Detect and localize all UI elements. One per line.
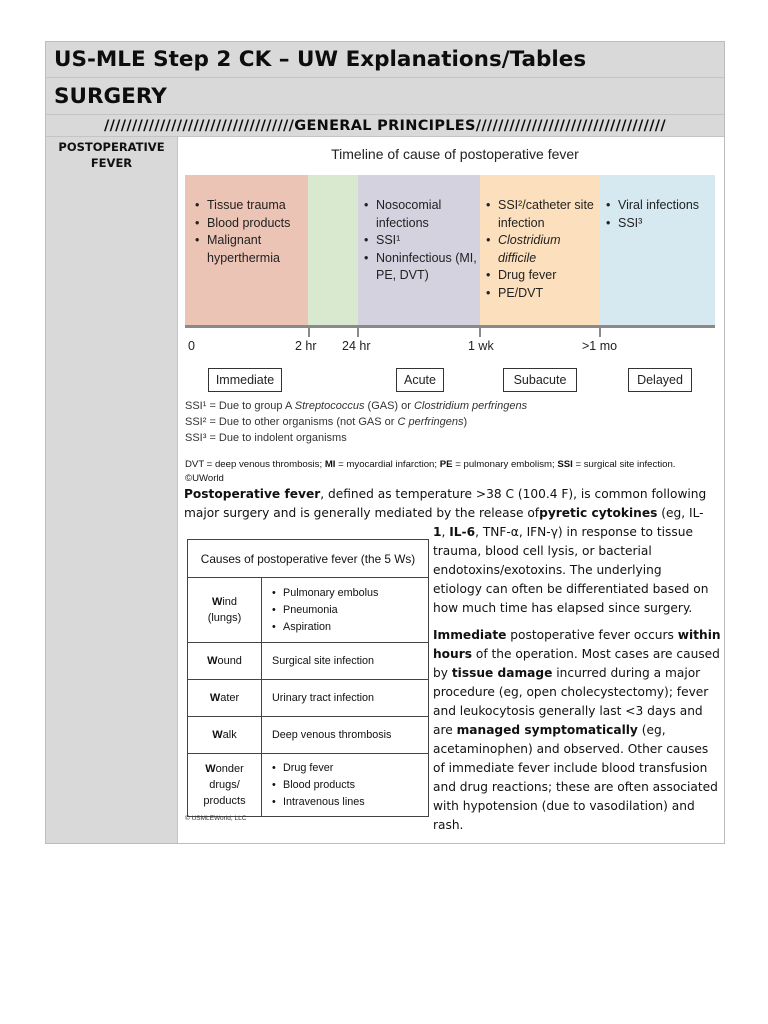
topic-cell (46, 137, 178, 843)
topic-label (46, 137, 177, 171)
topic-row (46, 137, 724, 843)
ssi-note-1: SSI¹ = Due to group A Streptococcus (GAS) or Clostridium perfringens (185, 400, 528, 412)
document-table (45, 41, 725, 844)
table-title: Causes of postoperative fever (the 5 Ws) (188, 540, 429, 578)
topic-line-2: FEVER (90, 156, 133, 170)
w-cell: Wound (188, 643, 262, 680)
table-row (188, 578, 429, 643)
w-cell: Walk (188, 717, 262, 754)
subject-heading: SURGERY (46, 78, 724, 115)
band-item: • Drug fever (486, 267, 600, 285)
band-item: • Clostridium difficile (486, 232, 600, 267)
five-ws-table (187, 539, 429, 817)
w-cell: Wonder drugs/ products (188, 754, 262, 817)
band-item: • Noninfectious (MI, PE, DVT) (364, 250, 480, 285)
table-copyright: © USMLEWorld, LLC (185, 815, 247, 822)
ssi-note-2: SSI² = Due to other organisms (not GAS or C perfringens) (185, 416, 468, 428)
axis-tick (479, 325, 481, 337)
section-heading: //////////////////////////////////GENERAL PRINCIPLES////////////////////////////////// (46, 115, 724, 137)
band-item: • Nosocomial infections (364, 197, 480, 232)
band-immediate (185, 175, 308, 328)
timeline-title: Timeline of cause of postoperative fever (331, 146, 579, 162)
desc-cell: • Pulmonary embolus • Pneumonia • Aspiration (262, 578, 429, 643)
timeline-axis (185, 325, 715, 328)
timeline-figure (185, 142, 725, 482)
desc-cell: • Drug fever • Blood products • Intravenous lines (262, 754, 429, 817)
desc-cell: Surgical site infection (262, 643, 429, 680)
abbreviations: DVT = deep venous thrombosis; MI = myocardial infarction; PE = pulmonary embolism; SSI = surgical site infection. (185, 459, 676, 470)
band-item: • Malignant hyperthermia (195, 232, 308, 267)
ssi-note-3: SSI³ = Due to indolent organisms (185, 432, 347, 444)
tick-label: 2 hr (295, 339, 317, 353)
phase-immediate: Immediate (208, 368, 282, 392)
topic-line-1: POSTOPERATIVE (58, 140, 165, 154)
band-delayed (600, 175, 715, 328)
paragraph-1-cont: 1, IL-6, TNF-α, IFN-γ) in response to tissue trauma, blood cell lysis, or bacterial endotoxins/exotoxins. The underlying etiology can often be differentiated based on how much time has elapsed since surgery. (433, 525, 709, 615)
w-cell: Wind (lungs) (188, 578, 262, 643)
tick-label: 0 (188, 339, 195, 353)
desc-cell: Deep venous thrombosis (262, 717, 429, 754)
table-row (188, 643, 429, 680)
axis-tick (308, 325, 310, 337)
phase-acute: Acute (396, 368, 444, 392)
w-cell: Water (188, 680, 262, 717)
table-row (188, 680, 429, 717)
paragraph-1-lead: Postoperative fever, defined as temperature >38 C (100.4 F), is common following major surgery and is generally mediated by the release ofpyretic cytokines (eg, IL- (184, 487, 707, 520)
band-item: • Tissue trauma (195, 197, 308, 215)
desc-cell: Urinary tract infection (262, 680, 429, 717)
axis-tick (357, 325, 359, 337)
band-item: • Viral infections (606, 197, 715, 215)
band-item: • SSI¹ (364, 232, 480, 250)
table-row (188, 754, 429, 817)
band-item: • PE/DVT (486, 285, 600, 303)
tick-label: 1 wk (468, 339, 494, 353)
band-subacute (480, 175, 600, 328)
phase-subacute: Subacute (503, 368, 577, 392)
tick-label: >1 mo (582, 339, 618, 353)
paragraph-2: Immediate postoperative fever occurs within hours of the operation. Most cases are caused by tissue damage incurred during a major procedure (eg, open cholecystectomy); fever and leukocytosis generally last <3 days and are managed symptomatically (eg, acetaminophen) and observed. Other causes of immediate fever include blood transfusion and drug reactions; these are often associated with hypotension (due to vasodilation) and rash. (433, 628, 721, 832)
band-item: • Blood products (195, 215, 308, 233)
band-early (308, 175, 358, 328)
tick-label: 24 hr (342, 339, 371, 353)
axis-tick (599, 325, 601, 337)
phase-delayed: Delayed (628, 368, 692, 392)
figure-copyright: ©UWorld (185, 473, 224, 484)
band-acute (358, 175, 480, 328)
band-item: • SSI³ (606, 215, 715, 233)
document-title: US-MLE Step 2 CK – UW Explanations/Tables (46, 42, 724, 78)
band-item: • SSI²/catheter site infection (486, 197, 600, 232)
table-row (188, 717, 429, 754)
